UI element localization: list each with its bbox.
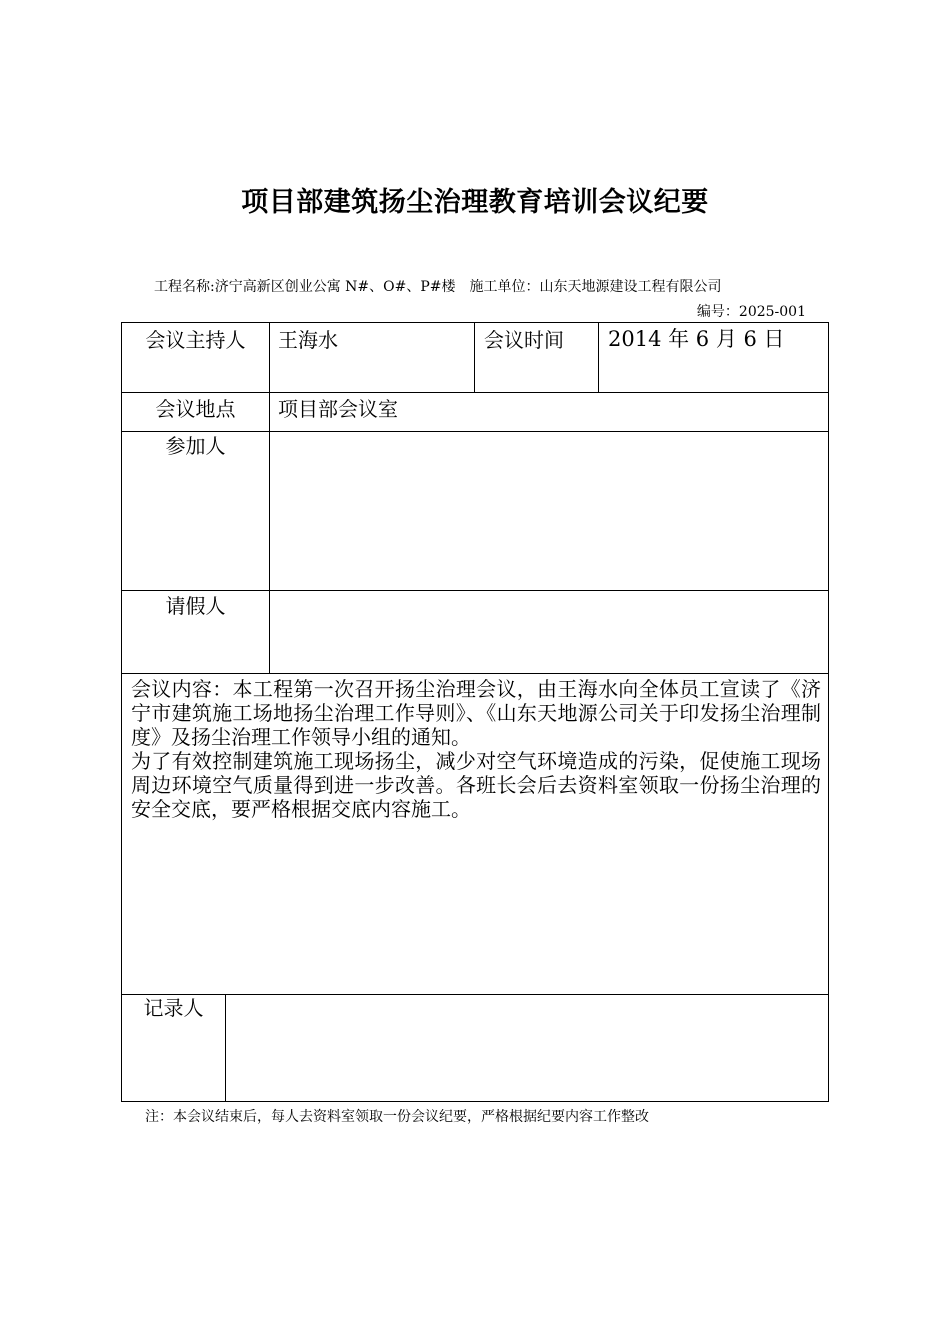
row-divider — [122, 431, 828, 432]
time-value: 2014 年 6 月 6 日 — [608, 327, 785, 351]
row-divider — [122, 994, 828, 995]
row-divider — [122, 673, 828, 674]
content-paragraph: 为了有效控制建筑施工现场扬尘，减少对空气环境造成的污染，促使施工现场周边环境空气质量得到进一步改善。各班长会后去资料室领取一份扬尘治理的安全交底，要严格根据交底内容施工。 — [131, 749, 821, 821]
row-divider — [122, 392, 828, 393]
location-label: 会议地点 — [155, 397, 236, 421]
content-paragraph: 会议内容：本工程第一次召开扬尘治理会议，由王海水向全体员工宣读了《济宁市建筑施工场地扬尘治理工作导则》、《山东天地源公司关于印发扬尘治理制度》及扬尘治理工作领导小组的通知。 — [131, 677, 821, 749]
attendees-label: 参加人 — [165, 434, 226, 458]
footer-note: 注：本会议结束后，每人去资料室领取一份会议纪要，严格根据纪要内容工作整改 — [145, 1109, 649, 1125]
column-divider — [225, 994, 226, 1102]
meeting-form-table — [121, 322, 829, 1102]
row-divider — [122, 590, 828, 591]
time-label: 会议时间 — [484, 328, 564, 352]
host-value: 王海水 — [278, 328, 338, 352]
recorder-label: 记录人 — [143, 996, 204, 1020]
column-divider — [598, 323, 599, 392]
leave-label: 请假人 — [165, 594, 226, 618]
meeting-content — [131, 677, 821, 821]
column-divider — [474, 323, 475, 392]
document-number: 编号：2025-001 — [696, 304, 806, 320]
project-info-line: 工程名称:济宁高新区创业公寓 N#、O#、P#楼 施工单位：山东天地源建设工程有限公司 — [154, 279, 722, 295]
column-divider — [269, 323, 270, 673]
host-label: 会议主持人 — [145, 328, 246, 352]
location-value: 项目部会议室 — [278, 397, 398, 421]
document-title: 项目部建筑扬尘治理教育培训会议纪要 — [241, 187, 709, 218]
